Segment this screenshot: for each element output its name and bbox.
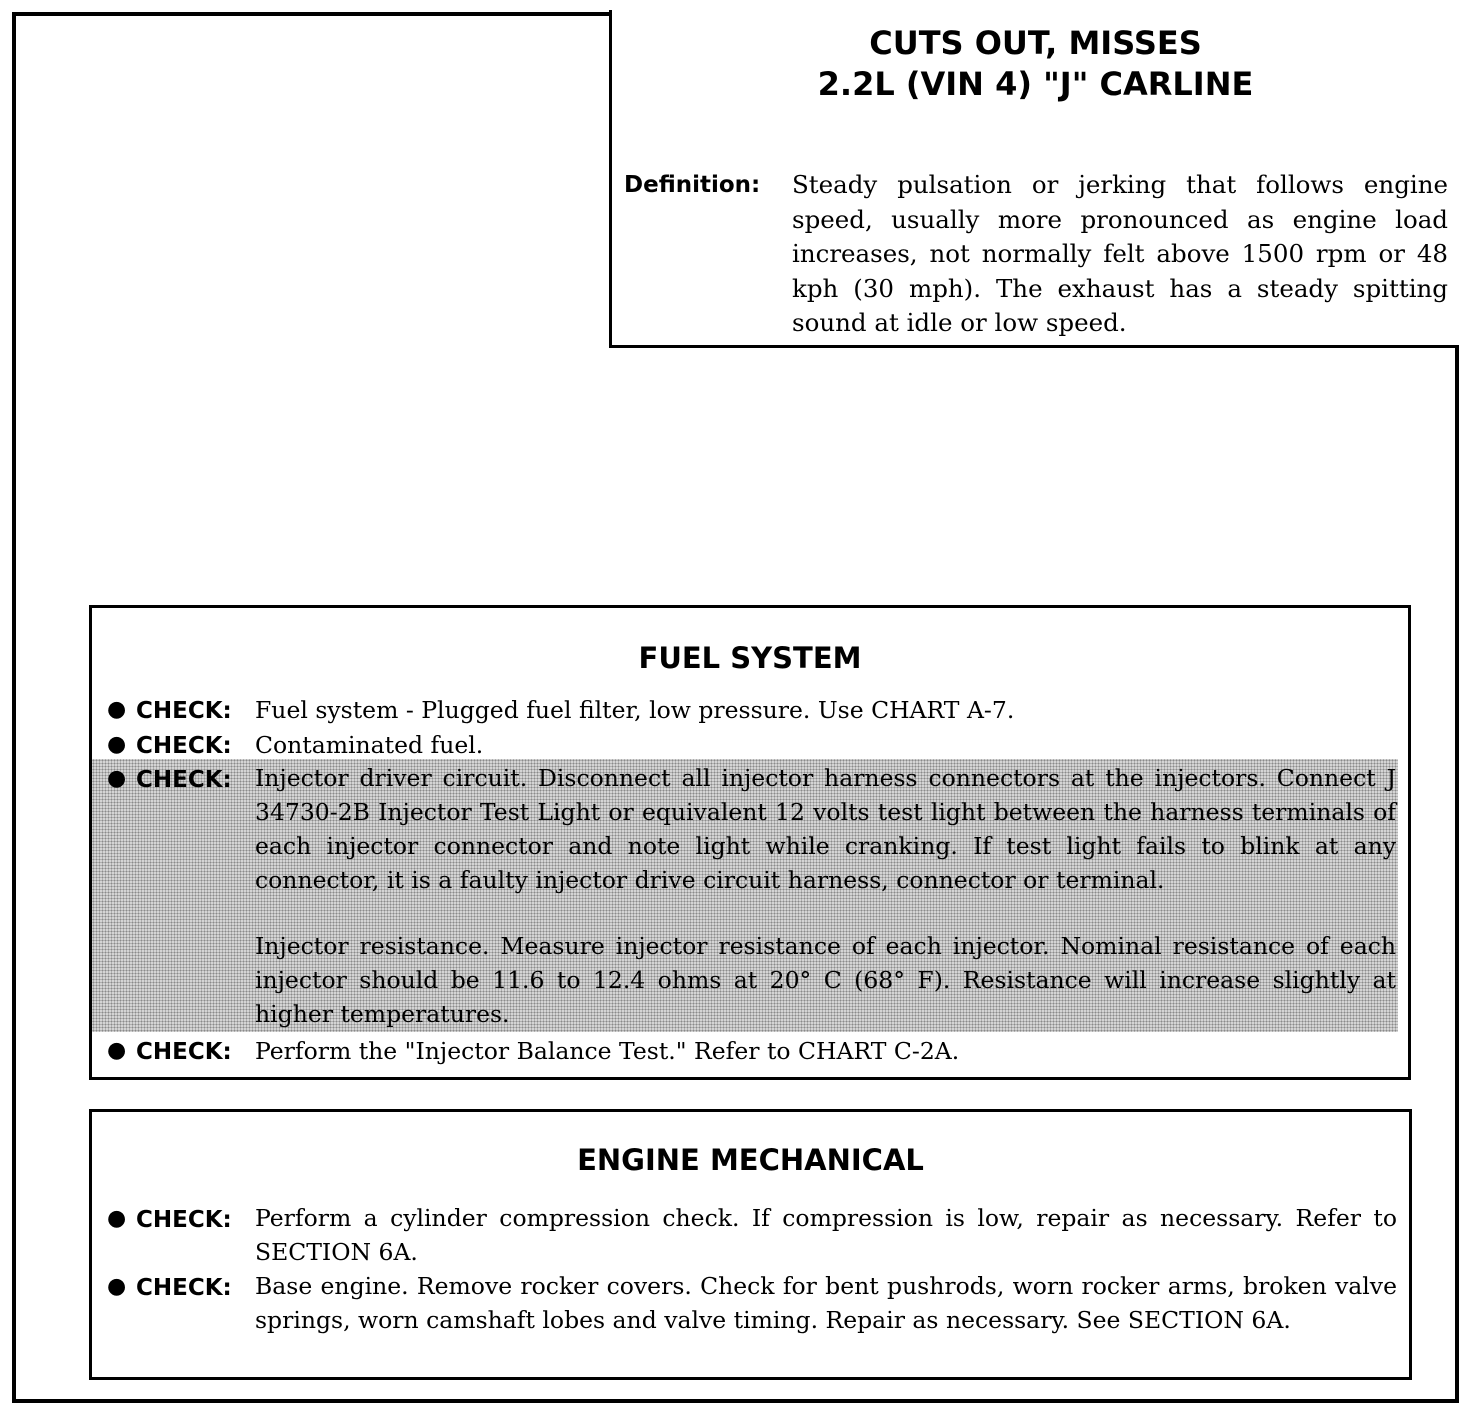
check-label: CHECK:: [136, 767, 232, 793]
title-box: [609, 10, 1459, 348]
bullet-icon: ●: [107, 732, 127, 757]
check-label: CHECK:: [136, 1207, 232, 1233]
check-text: Fuel system - Plugged fuel filter, low pressure. Use CHART A-7.: [255, 696, 1015, 724]
bullet-icon: ●: [107, 697, 127, 722]
title-line-2: 2.2L (VIN 4) "J" CARLINE: [817, 65, 1254, 103]
check-text-continued: Injector resistance. Measure injector resistance of each injector. Nominal resistance of each injector should be 11.6 to 12.4 ohms at 20° C (68° F). Resistance will increase slightly at higher temperatures.: [255, 932, 1396, 1028]
fuel-system-title: FUEL SYSTEM: [638, 641, 862, 675]
engine-mechanical-section: [89, 1109, 1412, 1380]
check-label: CHECK:: [136, 733, 232, 759]
bullet-icon: ●: [107, 1206, 127, 1231]
check-text: Injector driver circuit. Disconnect all injector harness connectors at the injectors. Connect J 34730-2B Injector Test Light or equivalent 12 volts test light between the harness terminals of each injector connector and note light while cranking. If test light fails to blink at any connector, it is a faulty injector drive circuit harness, connector or terminal.: [255, 764, 1396, 894]
check-text: Base engine. Remove rocker covers. Check for bent pushrods, worn rocker arms, broken valve springs, worn camshaft lobes and valve timing. Repair as necessary. See SECTION 6A.: [255, 1272, 1397, 1334]
title-line-1: CUTS OUT, MISSES: [869, 24, 1202, 62]
definition-text: Steady pulsation or jerking that follows engine speed, usually more pronounced as engine load increases, not normally felt above 1500 rpm or 48 kph (30 mph). The exhaust has a steady spitting sound at idle or low speed.: [792, 170, 1448, 337]
fuel-system-section: [89, 605, 1411, 1080]
check-text: Contaminated fuel.: [255, 731, 484, 759]
check-text: Perform a cylinder compression check. If compression is low, repair as necessary. Refer to SECTION 6A.: [255, 1204, 1397, 1266]
check-label: CHECK:: [136, 1039, 232, 1065]
check-label: CHECK:: [136, 698, 232, 724]
bullet-icon: ●: [107, 1274, 127, 1299]
bullet-icon: ●: [107, 1038, 127, 1063]
bullet-icon: ●: [107, 766, 127, 791]
check-text: Perform the "Injector Balance Test." Refer to CHART C-2A.: [255, 1037, 960, 1065]
definition-label: Definition:: [624, 172, 761, 198]
check-label: CHECK:: [136, 1275, 232, 1301]
page-title: [612, 23, 1459, 105]
engine-mechanical-title: ENGINE MECHANICAL: [577, 1143, 924, 1177]
